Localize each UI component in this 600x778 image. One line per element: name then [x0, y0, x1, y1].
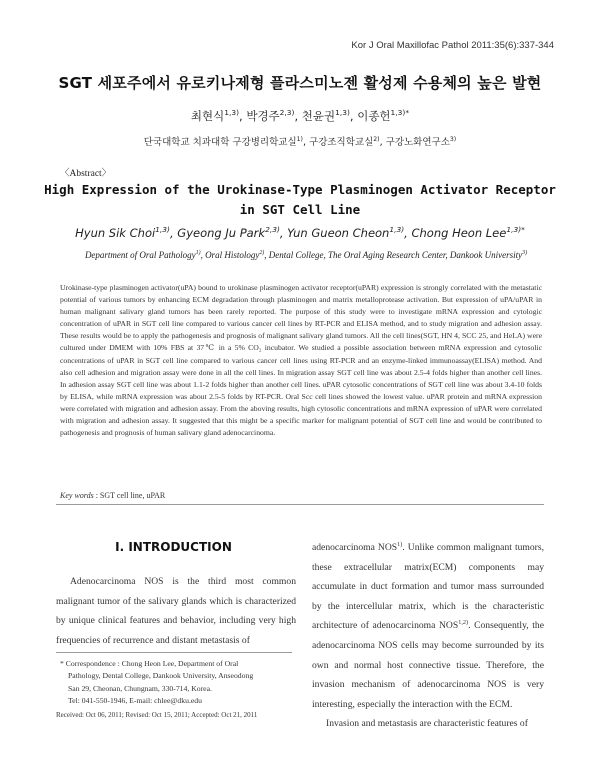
author-superscript: 1,3): [389, 225, 405, 235]
author-superscript: 2,3): [265, 225, 280, 235]
english-affiliations: Department of Oral Pathology$^{1)}$, Oral Histology$^{2)}$, Dental College, The Oral Aging Research Center, Dankook University$^{3)}$: [84, 250, 528, 260]
intro-paragraph: Adenocarcinoma NOS is the third most common malignant tumor of the salivary glands which is characterized by unique clinical features and behavior, including very high frequencies of recurrence and distant metastasis of: [56, 576, 296, 646]
korean-author: 이종헌: [357, 109, 391, 123]
korean-author: 박경주: [246, 109, 280, 123]
intro-right-column: [312, 538, 544, 734]
text-run: adenocarcinoma NOS: [312, 542, 398, 553]
divider: [56, 504, 544, 505]
korean-author: 최현식: [190, 109, 225, 123]
affiliation: Department of Oral Pathology: [84, 250, 196, 260]
abstract-body: Urokinase-type plasminogen activator(uPA) bound to urokinase plasminogen activator receptor(uPAR) expression is strongly correlated with the metastatic potential of various tumors by enhancing ECM degradation through plasminogen and matrix metalloprotease activation. But expression of uPA/uPAR in human malignant salivary gland tumors has been rarely reported. The purpose of this study were to investigate mRNA expression and cytologic concentration of uPAR in SGT cell line compared to various cancer cell lines by RT-PCR and ELISA method, and to study migration and adhesion assay. These results would be to apply the pathogenesis and prognosis of malignant salivary gland tumors. All the cell lines(SGT, HN 4, SCC 25, and HeLA) were cultured under DMEM with 10% FBS at 37℃ in a 5% CO₂ incubator. We studied a possible association between mRNA expression and cytosolic concentrations of uPAR in SGT cell line compared to various cancer cell lines using RT-PCR and an enzyme-linked immunoassay(ELISA) method. And also cell adhesion and migration assay were done in all the cell lines. In migration assay SGT cell line was about 2.5-4 folds higher than another cell lines. In adhesion assay SGT cell line was about 1.1-2 folds higher than another cell lines. uPAR cytosolic concentrations of SGT cell line was about 3.4-10 folds by ELISA, while mRNA expression was about 2.5-5 folds by RT-PCR. Oral Scc cell lines showed the lowest value. uPAR protein and mRNA expression were correlated with migration and adhesion assay. From the aboving results, high cytosolic concentrations and mRNA expression of uPAR were correlated with migration and adhesion assay. It suggested that this might be a specific marker for malignant potential of SGT cell line and would be contributed to pathogenesis and prognosis of human salivary gland adenocarcinoma.: [60, 283, 542, 438]
author-superscript: 1,3)*: [390, 108, 410, 118]
received-dates: Received: Oct 06, 2011; Revised: Oct 15, 2011; Accepted: Oct 21, 2011: [56, 711, 258, 719]
author-superscript: 1,3): [155, 225, 170, 235]
text-run: . Unlike common malignant tumors, these extracellular matrix(ECM) components may accumulate in duct formation and tumor mass surrounded by the intercellular matrix, which is the characteristic architecture of adenocarcinoma NOS: [312, 542, 545, 632]
affiliation: Dental College, The Oral Aging Research Center, Dankook University: [268, 250, 523, 260]
keywords: [60, 491, 165, 500]
english-author: Chong Heon Lee: [411, 226, 507, 240]
citation-superscript: 1,2): [458, 619, 469, 627]
affiliation: Oral Histology: [205, 250, 260, 260]
korean-affiliations: 단국대학교 치과대학 구강병리학교실$^{1)}$, 구강조직학교실$^{2)}$, 구강노화연구소$^{3)}$: [143, 135, 457, 148]
footnote-line: * Correspondence : Chong Heon Lee, Department of Oral: [60, 659, 239, 668]
journal-citation: Kor J Oral Maxillofac Pathol 2011:35(6):337-344: [351, 40, 554, 51]
author-superscript: 2,3): [279, 108, 295, 118]
affiliation: 단국대학교 치과대학 구강병리학교실: [143, 137, 297, 148]
affiliation-superscript: 2): [373, 135, 380, 143]
author-superscript: 1,3)*: [506, 225, 525, 235]
correspondence-footnote: [60, 658, 296, 707]
text-run: . Consequently, the adenocarcinoma NOS cells may become surrounded by its own and normal host connective tissue. Therefore, the invasion mechanism of adenocarcinoma NOS is very interesting, especially the interaction with the ECM.: [312, 620, 544, 710]
citation-superscript: 1): [397, 540, 403, 548]
footnote-line: Pathology, Dental College, Dankook University, Anseodong: [68, 671, 254, 681]
abstract-label: 〈Abstract〉: [60, 169, 112, 179]
english-author: Gyeong Ju Park: [177, 226, 266, 240]
english-title-line: in SGT Cell Line: [239, 202, 361, 217]
affiliation-superscript: 3): [522, 250, 528, 256]
footnote-line: San 29, Cheonan, Chungnam, 330-714, Korea.: [68, 683, 212, 693]
affiliation-superscript: 2): [259, 250, 265, 256]
intro-paragraph: [312, 538, 544, 714]
affiliation-superscript: 1): [296, 135, 303, 143]
english-author: Hyun Sik Choi: [75, 226, 156, 240]
korean-title: SGT 세포주에서 유로키나제형 플라스미노젠 활성제 수용체의 높은 발현: [58, 74, 542, 92]
footnote-divider: [56, 652, 292, 653]
author-superscript: 1,3): [224, 108, 240, 118]
english-title: [0, 180, 600, 220]
korean-author: 천윤권: [301, 109, 336, 123]
intro-left-column: [56, 572, 296, 650]
keywords-label: Key words: [60, 491, 94, 500]
affiliation-superscript: 3): [449, 135, 457, 143]
intro-paragraph: Invasion and metastasis are characteristic features of: [326, 718, 528, 730]
korean-authors: 최현식$^{1,3)}$, 박경주$^{2,3)}$, 천윤권$^{1,3)}$, 이종헌$^{1,3)*}$: [190, 108, 410, 123]
author-superscript: 1,3): [335, 108, 350, 118]
affiliation-superscript: 1): [195, 250, 201, 256]
english-title-line: High Expression of the Urokinase-Type Plasminogen Activator Receptor: [44, 182, 556, 197]
affiliation: 구강노화연구소: [385, 137, 450, 148]
english-authors: Hyun Sik Choi$^{1,3)}$, Gyeong Ju Park$^{2,3)}$, Yun Gueon Cheon$^{1,3)}$, Chong Heon Lee$^{1,3)*}$: [75, 225, 525, 240]
english-author: Yun Gueon Cheon: [287, 226, 390, 240]
section-heading: Ⅰ. INTRODUCTION: [115, 540, 232, 554]
keywords-value: : SGT cell line, uPAR: [93, 491, 166, 500]
affiliation: 구강조직학교실: [309, 137, 374, 148]
footnote-line: Tel: 041-550-1946, E-mail: chlee@dku.edu: [68, 695, 202, 705]
